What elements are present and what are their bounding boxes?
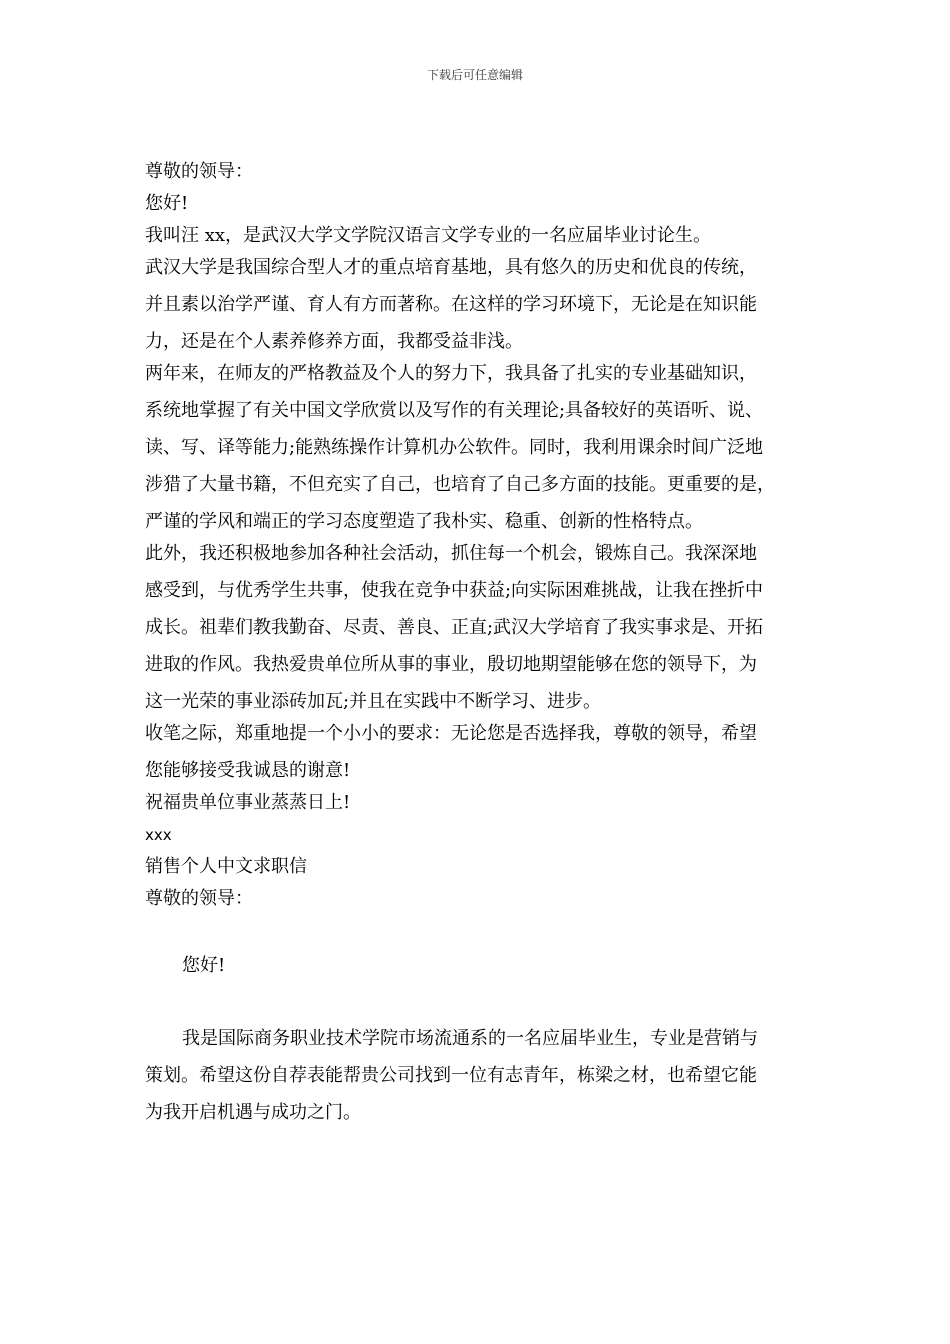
paragraph-line: 您能够接受我诚恳的谢意! [145, 760, 351, 781]
intro-line: 我叫汪 xx，是武汉大学文学院汉语言文学专业的一名应届毕业讨论生。 [145, 225, 712, 246]
paragraph-line: 收笔之际，郑重地提一个小小的要求：无论您是否选择我，尊敬的领导，希望 [145, 723, 757, 744]
paragraph-line: 两年来，在师友的严格教益及个人的努力下，我具备了扎实的专业基础知识， [145, 363, 757, 384]
salutation: 尊敬的领导： [145, 888, 253, 909]
paragraph-line: 力，还是在个人素养修养方面，我都受益非浅。 [145, 331, 523, 352]
paragraph-line: 此外，我还积极地参加各种社会活动，抓住每一个机会，锻炼自己。我深深地 [145, 543, 757, 564]
paragraph-line: 武汉大学是我国综合型人才的重点培育基地，具有悠久的历史和优良的传统， [145, 257, 757, 278]
paragraph-line: 系统地掌握了有关中国文学欣赏以及写作的有关理论;具备较好的英语听、说、 [145, 400, 764, 421]
greeting: 您好! [145, 193, 189, 214]
paragraph-line: 读、写、译等能力;能熟练操作计算机办公软件。同时，我利用课余时间广泛地 [145, 437, 764, 458]
paragraph-line: 我是国际商务职业技术学院市场流通系的一名应届毕业生，专业是营销与 [182, 1028, 758, 1049]
salutation: 尊敬的领导： [145, 161, 253, 182]
paragraph-line: 策划。希望这份自荐表能帮贵公司找到一位有志青年，栋梁之材，也希望它能 [145, 1065, 757, 1086]
section-title: 销售个人中文求职信 [145, 856, 307, 877]
paragraph-line: 感受到，与优秀学生共事，使我在竞争中获益;向实际困难挑战，让我在挫折中 [145, 580, 764, 601]
paragraph-line: 为我开启机遇与成功之门。 [145, 1102, 361, 1123]
paragraph-line: 这一光荣的事业添砖加瓦;并且在实践中不断学习、进步。 [145, 691, 602, 712]
paragraph-line: 并且素以治学严谨、育人有方而著称。在这样的学习环境下，无论是在知识能 [145, 294, 757, 315]
page-header: 下载后可任意编辑 [426, 68, 523, 82]
paragraph-line: 涉猎了大量书籍，不但充实了自己，也培育了自己多方面的技能。更重要的是， [145, 474, 775, 495]
greeting: 您好! [182, 955, 226, 976]
paragraph-line: 严谨的学风和端正的学习态度塑造了我朴实、稳重、创新的性格特点。 [145, 511, 703, 532]
closing-line: 祝福贵单位事业蒸蒸日上! [145, 792, 351, 813]
paragraph-line: 进取的作风。我热爱贵单位所从事的事业，殷切地期望能够在您的领导下，为 [145, 654, 757, 675]
document-body [145, 160, 825, 1125]
paragraph-line: 成长。祖辈们教我勤奋、尽责、善良、正直;武汉大学培育了我实事求是、开拓 [145, 617, 764, 638]
signature: xxx [145, 826, 172, 844]
